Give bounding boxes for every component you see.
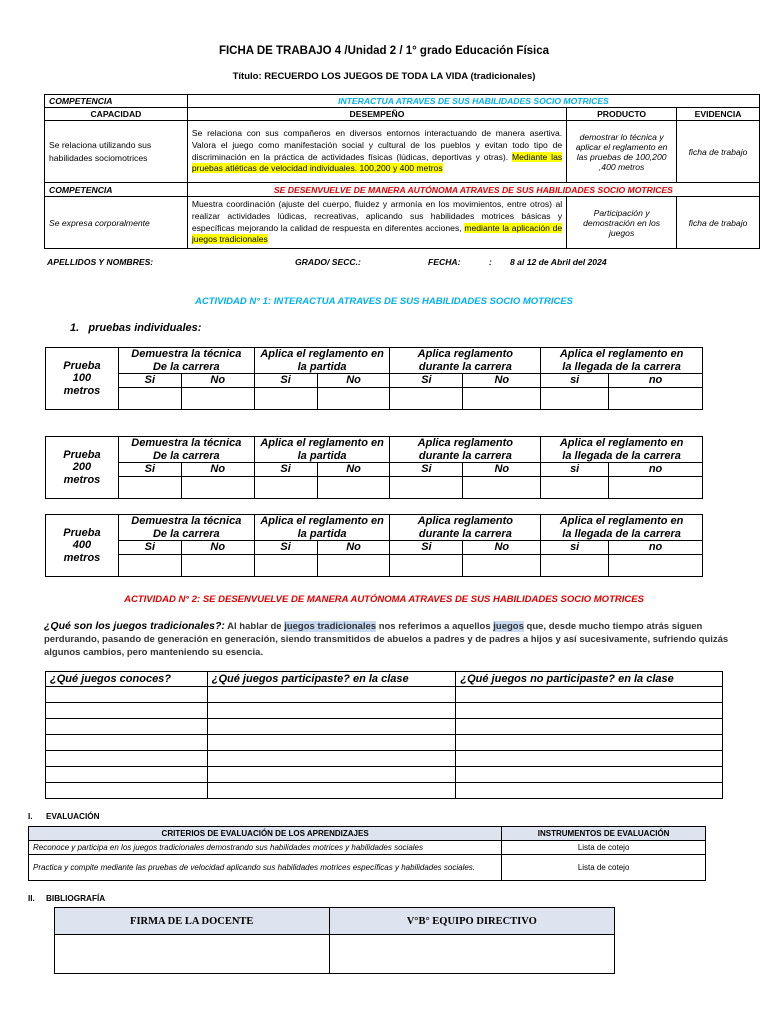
answer-cell[interactable]: [390, 555, 463, 577]
pruebas-heading: 1. pruebas individuales:: [70, 322, 202, 334]
no-cell: No: [181, 374, 254, 388]
col-llegada: Aplica el reglamento en la llegada de la carrera: [541, 515, 703, 541]
page-subtitle: Título: RECUERDO LOS JUEGOS DE TODA LA VIDA (tradicionales): [232, 71, 536, 82]
answer-cell[interactable]: [46, 719, 208, 735]
criterio-2: Practica y compite mediante las pruebas de velocidad aplicando sus habilidades motrices específicas y habilidades sociales.: [29, 855, 502, 881]
si-cell: Si: [254, 541, 317, 555]
col-juegos-conoces: ¿Qué juegos conoces?: [46, 672, 208, 687]
si-cell: Si: [254, 463, 317, 477]
capacidad-2: Se expresa corporalmente: [45, 197, 188, 249]
answer-cell[interactable]: [317, 388, 390, 410]
desempeno-1-highlight: Mediante las pruebas atléticas de velocidad individuales. 100,200 y 400 metros: [191, 151, 563, 174]
col-evidencia: EVIDENCIA: [677, 108, 760, 121]
si-cell: Si: [118, 374, 181, 388]
fecha-label: FECHA:: [428, 257, 461, 267]
answer-cell[interactable]: [456, 735, 723, 751]
si-cell: Si: [390, 463, 463, 477]
producto-2: Participación y demostración en los juegos: [567, 197, 677, 249]
col-tecnica: Demuestra la técnica De la carrera: [118, 348, 254, 374]
firma-docente-box[interactable]: [55, 935, 330, 974]
col-durante: Aplica reglamento durante la carrera: [390, 437, 541, 463]
fecha-valor: 8 al 12 de Abril del 2024: [510, 257, 607, 267]
bibliografia-title: BIBLIOGRAFÍA: [46, 894, 106, 903]
no-cell: No: [463, 463, 541, 477]
si-cell: Si: [390, 374, 463, 388]
criterio-1: Reconoce y participa en los juegos tradicionales demostrando sus habilidades motrices y habilidades sociales: [29, 841, 502, 855]
answer-cell[interactable]: [207, 767, 456, 783]
col-instrumentos: INSTRUMENTOS DE EVALUACIÓN: [502, 827, 706, 841]
prueba-400-label: Prueba 400 metros: [46, 515, 119, 577]
answer-cell[interactable]: [207, 751, 456, 767]
page-title: FICHA DE TRABAJO 4 /Unidad 2 / 1° grado Educación Física: [218, 45, 550, 57]
answer-cell[interactable]: [317, 477, 390, 499]
answer-cell[interactable]: [609, 555, 703, 577]
actividad-1-title: ACTIVIDAD N° 1: INTERACTUA ATRAVES DE SUS HABILIDADES SOCIO MOTRICES: [194, 296, 573, 307]
evidencia-1: ficha de trabajo: [677, 121, 760, 183]
answer-cell[interactable]: [181, 555, 254, 577]
si-cell: Si: [118, 463, 181, 477]
answer-cell[interactable]: [456, 687, 723, 703]
col-tecnica: Demuestra la técnica De la carrera: [118, 515, 254, 541]
answer-cell[interactable]: [463, 477, 541, 499]
answer-cell[interactable]: [456, 767, 723, 783]
no-cell: No: [317, 374, 390, 388]
prueba-100-table: [45, 347, 703, 410]
desempeno-1: Se relaciona con sus compañeros en diversos entornos interactuando de manera asertiva. Valora el juego como manifestación social y cultural de los pueblos y evitan todo tipo de discriminación en la práctica de actividades físicas (lúdicas, deportivas y otras). Mediante las pruebas atléticas de velocidad individuales. 100,200 y 400 metros: [187, 121, 566, 183]
prueba-200-label: Prueba 200 metros: [46, 437, 119, 499]
si-cell: Si: [254, 374, 317, 388]
answer-cell[interactable]: [207, 703, 456, 719]
evidencia-2: ficha de trabajo: [677, 197, 760, 249]
desempeno-2: Muestra coordinación (ajuste del cuerpo, fluidez y armonía en los movimientos, entre otros) al realizar actividades lúdicas, recreativas, aplicando sus habilidades motrices básicas y específicas mejorando la calidad de respuesta en diferentes acciones, mediante la aplicación de juegos tradicionales: [187, 197, 566, 249]
answer-cell[interactable]: [541, 477, 609, 499]
evaluacion-title: EVALUACIÓN: [46, 812, 100, 821]
answer-cell[interactable]: [456, 719, 723, 735]
competencia-label: COMPETENCIA: [45, 95, 188, 108]
answer-cell[interactable]: [207, 783, 456, 799]
col-partida: Aplica el reglamento en la partida: [254, 348, 390, 374]
no-cell: No: [181, 541, 254, 555]
answer-cell[interactable]: [390, 388, 463, 410]
col-durante: Aplica reglamento durante la carrera: [390, 348, 541, 374]
competencia-1: INTERACTUA ATRAVES DE SUS HABILIDADES SOCIO MOTRICES: [187, 95, 759, 108]
answer-cell[interactable]: [46, 703, 208, 719]
prueba-200-table: [45, 436, 703, 499]
vb-directivo-box[interactable]: [329, 935, 615, 974]
col-llegada: Aplica el reglamento en la llegada de la carrera: [541, 437, 703, 463]
no-cell: No: [463, 541, 541, 555]
answer-cell[interactable]: [609, 477, 703, 499]
answer-cell[interactable]: [317, 555, 390, 577]
competencias-table: [44, 94, 760, 249]
answer-cell[interactable]: [207, 735, 456, 751]
bibliografia-num: II.: [28, 894, 35, 903]
answer-cell[interactable]: [541, 388, 609, 410]
evaluacion-num: I.: [28, 812, 33, 821]
answer-cell[interactable]: [118, 555, 181, 577]
si-cell: Si: [118, 541, 181, 555]
answer-cell[interactable]: [46, 687, 208, 703]
juegos-tradicionales-paragraph: ¿Qué son los juegos tradicionales?: Al hablar de juegos tradicionales nos referimos a aquellos juegos que, desde mucho tiempo atrás siguen perdurando, pasando de generación en generación, siendo transmitidos de abuelos a padres y de padres a hijos y así sucesivamente, sufriendo quizás algunos cambios, pero manteniendo su esencia.: [44, 620, 729, 658]
answer-cell[interactable]: [46, 783, 208, 799]
answer-cell[interactable]: [456, 703, 723, 719]
answer-cell[interactable]: [207, 719, 456, 735]
answer-cell[interactable]: [181, 477, 254, 499]
col-partida: Aplica el reglamento en la partida: [254, 515, 390, 541]
desempeno-2-highlight: mediante la aplicación de juegos tradicionales: [191, 222, 563, 245]
question-label: ¿Qué son los juegos tradicionales?:: [44, 620, 225, 632]
si-cell: si: [541, 541, 609, 555]
capacidad-1: Se relaciona utilizando sus habilidades sociomotrices: [45, 121, 188, 183]
col-juegos-no-participaste: ¿Qué juegos no participaste? en la clase: [456, 672, 723, 687]
si-cell: si: [541, 463, 609, 477]
answer-cell[interactable]: [118, 388, 181, 410]
si-cell: Si: [390, 541, 463, 555]
no-cell: No: [317, 463, 390, 477]
vb-directivo-label: V°B° EQUIPO DIRECTIVO: [329, 908, 615, 935]
answer-cell[interactable]: [390, 477, 463, 499]
si-cell: si: [541, 374, 609, 388]
col-producto: PRODUCTO: [567, 108, 677, 121]
prueba-400-table: [45, 514, 703, 577]
col-partida: Aplica el reglamento en la partida: [254, 437, 390, 463]
firmas-table: [54, 907, 615, 974]
apellidos-label: APELLIDOS Y NOMBRES:: [47, 257, 154, 267]
answer-cell[interactable]: [254, 555, 317, 577]
no-cell: no: [609, 463, 703, 477]
actividad-2-title: ACTIVIDAD N° 2: SE DESENVUELVE DE MANERA AUTÓNOMA ATRAVES DE SUS HABILIDADES SOCIO MOTRICES: [124, 594, 644, 605]
prueba-100-label: Prueba 100 metros: [46, 348, 119, 410]
answer-cell[interactable]: [456, 783, 723, 799]
no-cell: No: [463, 374, 541, 388]
instrumento-2: Lista de cotejo: [502, 855, 706, 881]
fecha-colon: :: [489, 257, 492, 267]
no-cell: No: [181, 463, 254, 477]
answer-cell[interactable]: [456, 751, 723, 767]
no-cell: no: [609, 374, 703, 388]
col-llegada: Aplica el reglamento en la llegada de la carrera: [541, 348, 703, 374]
answer-cell[interactable]: [609, 388, 703, 410]
col-juegos-participaste: ¿Qué juegos participaste? en la clase: [207, 672, 456, 687]
producto-1: demostrar lo técnica y aplicar el reglamento en las pruebas de 100,200 ,400 metros: [567, 121, 677, 183]
answer-cell[interactable]: [46, 767, 208, 783]
juegos-table: [45, 671, 723, 799]
competencia-label-2: COMPETENCIA: [45, 183, 188, 197]
answer-cell[interactable]: [181, 388, 254, 410]
answer-cell[interactable]: [118, 477, 181, 499]
evaluacion-table: [28, 826, 706, 881]
instrumento-1: Lista de cotejo: [502, 841, 706, 855]
answer-cell[interactable]: [46, 751, 208, 767]
col-capacidad: CAPACIDAD: [45, 108, 188, 121]
answer-cell[interactable]: [46, 735, 208, 751]
grado-label: GRADO/ SECC.:: [295, 257, 361, 267]
answer-cell[interactable]: [254, 388, 317, 410]
col-tecnica: Demuestra la técnica De la carrera: [118, 437, 254, 463]
col-durante: Aplica reglamento durante la carrera: [390, 515, 541, 541]
answer-cell[interactable]: [463, 555, 541, 577]
answer-cell[interactable]: [541, 555, 609, 577]
competencia-2: SE DESENVUELVE DE MANERA AUTÓNOMA ATRAVES DE SUS HABILIDADES SOCIO MOTRICES: [187, 183, 759, 197]
col-desempeno: DESEMPEÑO: [187, 108, 566, 121]
col-criterios: CRITERIOS DE EVALUACIÓN DE LOS APRENDIZAJES: [29, 827, 502, 841]
firma-docente-label: FIRMA DE LA DOCENTE: [55, 908, 330, 935]
answer-cell[interactable]: [463, 388, 541, 410]
no-cell: No: [317, 541, 390, 555]
no-cell: no: [609, 541, 703, 555]
answer-cell[interactable]: [207, 687, 456, 703]
answer-cell[interactable]: [254, 477, 317, 499]
